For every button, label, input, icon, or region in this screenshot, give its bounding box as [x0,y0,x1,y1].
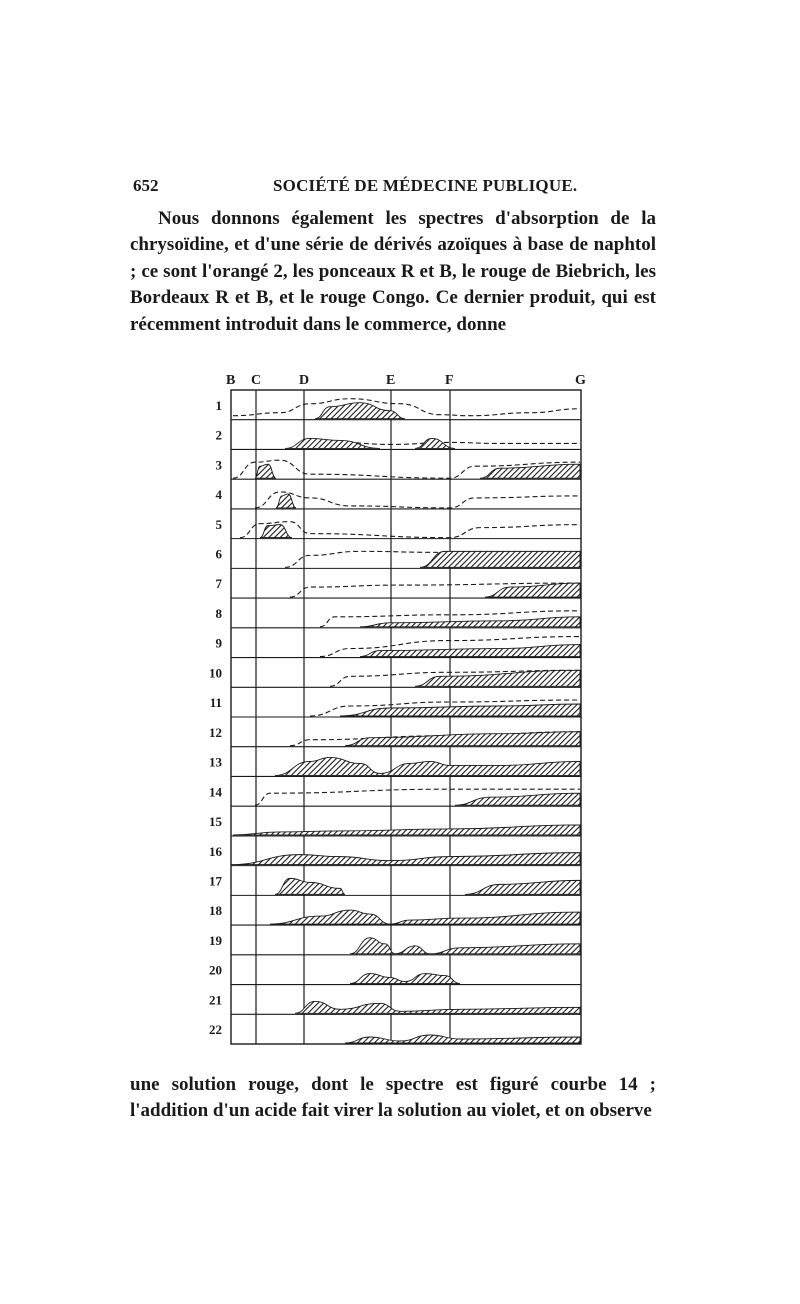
hatched-absorption-band [360,617,580,627]
spectrum-curve [290,583,580,597]
fraunhofer-label: D [299,373,310,388]
row-label: 6 [215,546,222,562]
spectrum-curve [275,878,580,894]
spectrum-curve [270,910,580,924]
spectrum-curve [345,1035,580,1043]
row-label: 2 [215,427,222,443]
hatched-absorption-band [231,853,580,865]
hatched-absorption-band [275,757,580,775]
spectrum-curve [350,938,580,954]
dashed-absorption-curve [233,399,580,416]
fraunhofer-label: B [226,373,236,388]
spectrum-curve [233,399,580,419]
row-label: 17 [209,873,222,889]
spectrum-curve [275,757,580,775]
dashed-absorption-curve [340,442,580,444]
hatched-absorption-band [420,551,580,567]
spectrum-curve [290,732,580,746]
page-number: 652 [133,176,159,195]
page-header [133,176,653,198]
row-label: 18 [209,903,222,919]
row-label: 15 [209,814,222,830]
row-label: 3 [215,457,222,473]
hatched-absorption-band [255,464,276,478]
hatched-absorption-band [360,645,580,657]
fraunhofer-label: F [445,373,454,388]
paragraph-top: Nous donnons également les spectres d'absorption de la chrysoïdine, et d'une série de dérivés azoïques à base de naphtol ; ce sont l'orangé 2, les ponceaux R et B, le rouge de Biebrich, les Bordeaux R et B, et le rouge Congo. Ce dernier produit, qui est récemment introduit dans le commerce, donne [130,208,656,335]
plate-curves [231,399,580,1043]
hatched-absorption-band [260,525,292,538]
hatched-absorption-band [233,825,580,835]
fraunhofer-label: C [251,373,262,388]
hatched-absorption-band [345,1035,580,1043]
row-label: 20 [209,962,222,978]
dashed-absorption-curve [240,522,580,538]
spectrum-curve [240,522,580,538]
row-label: 12 [209,724,222,740]
row-label: 14 [209,784,222,800]
hatched-absorption-band [455,793,580,805]
paragraph-bottom: une solution rouge, dont le spectre est figuré courbe 14 ; l'addition d'un acide fait virer la solution au violet, et on observe [130,1074,656,1122]
row-label: 19 [209,932,222,948]
hatched-absorption-band [350,974,460,984]
row-label: 5 [215,516,222,532]
spectrum-curve [285,438,580,448]
row-label: 8 [215,605,222,621]
row-label: 7 [215,576,222,592]
row-label: 11 [209,695,222,711]
row-label: 13 [209,754,222,770]
row-labels [209,398,223,1037]
hatched-absorption-band [350,938,580,954]
fraunhofer-labels [226,373,586,388]
spectra-plate [200,368,600,1050]
row-label: 10 [209,665,222,681]
spectrum-curve [231,853,580,865]
spectrum-curve [350,974,460,984]
hatched-absorption-band [345,732,580,746]
spectrum-curve [330,670,580,686]
hatched-absorption-band [275,878,345,894]
row-label: 22 [209,1022,222,1038]
hatched-absorption-band [270,910,580,924]
absorption-spectra-figure [200,368,600,1050]
hatched-absorption-band [485,583,580,597]
spectrum-curve [310,700,580,716]
running-head: SOCIÉTÉ DE MÉDECINE PUBLIQUE. [273,176,578,195]
row-label: 16 [209,843,222,859]
dashed-absorption-curve [285,551,450,567]
row-label: 21 [209,992,222,1008]
hatched-absorption-band [465,880,580,894]
fraunhofer-label: E [386,373,396,388]
spectrum-curve [295,1001,580,1013]
row-label: 9 [215,635,222,651]
row-label: 1 [215,397,222,413]
spectrum-curve [285,551,580,567]
spectrum-curve [233,825,580,835]
spectrum-curve [233,460,580,478]
hatched-absorption-band [276,494,296,508]
row-label: 4 [215,487,222,503]
hatched-absorption-band [295,1001,580,1013]
fraunhofer-label: G [575,373,586,388]
